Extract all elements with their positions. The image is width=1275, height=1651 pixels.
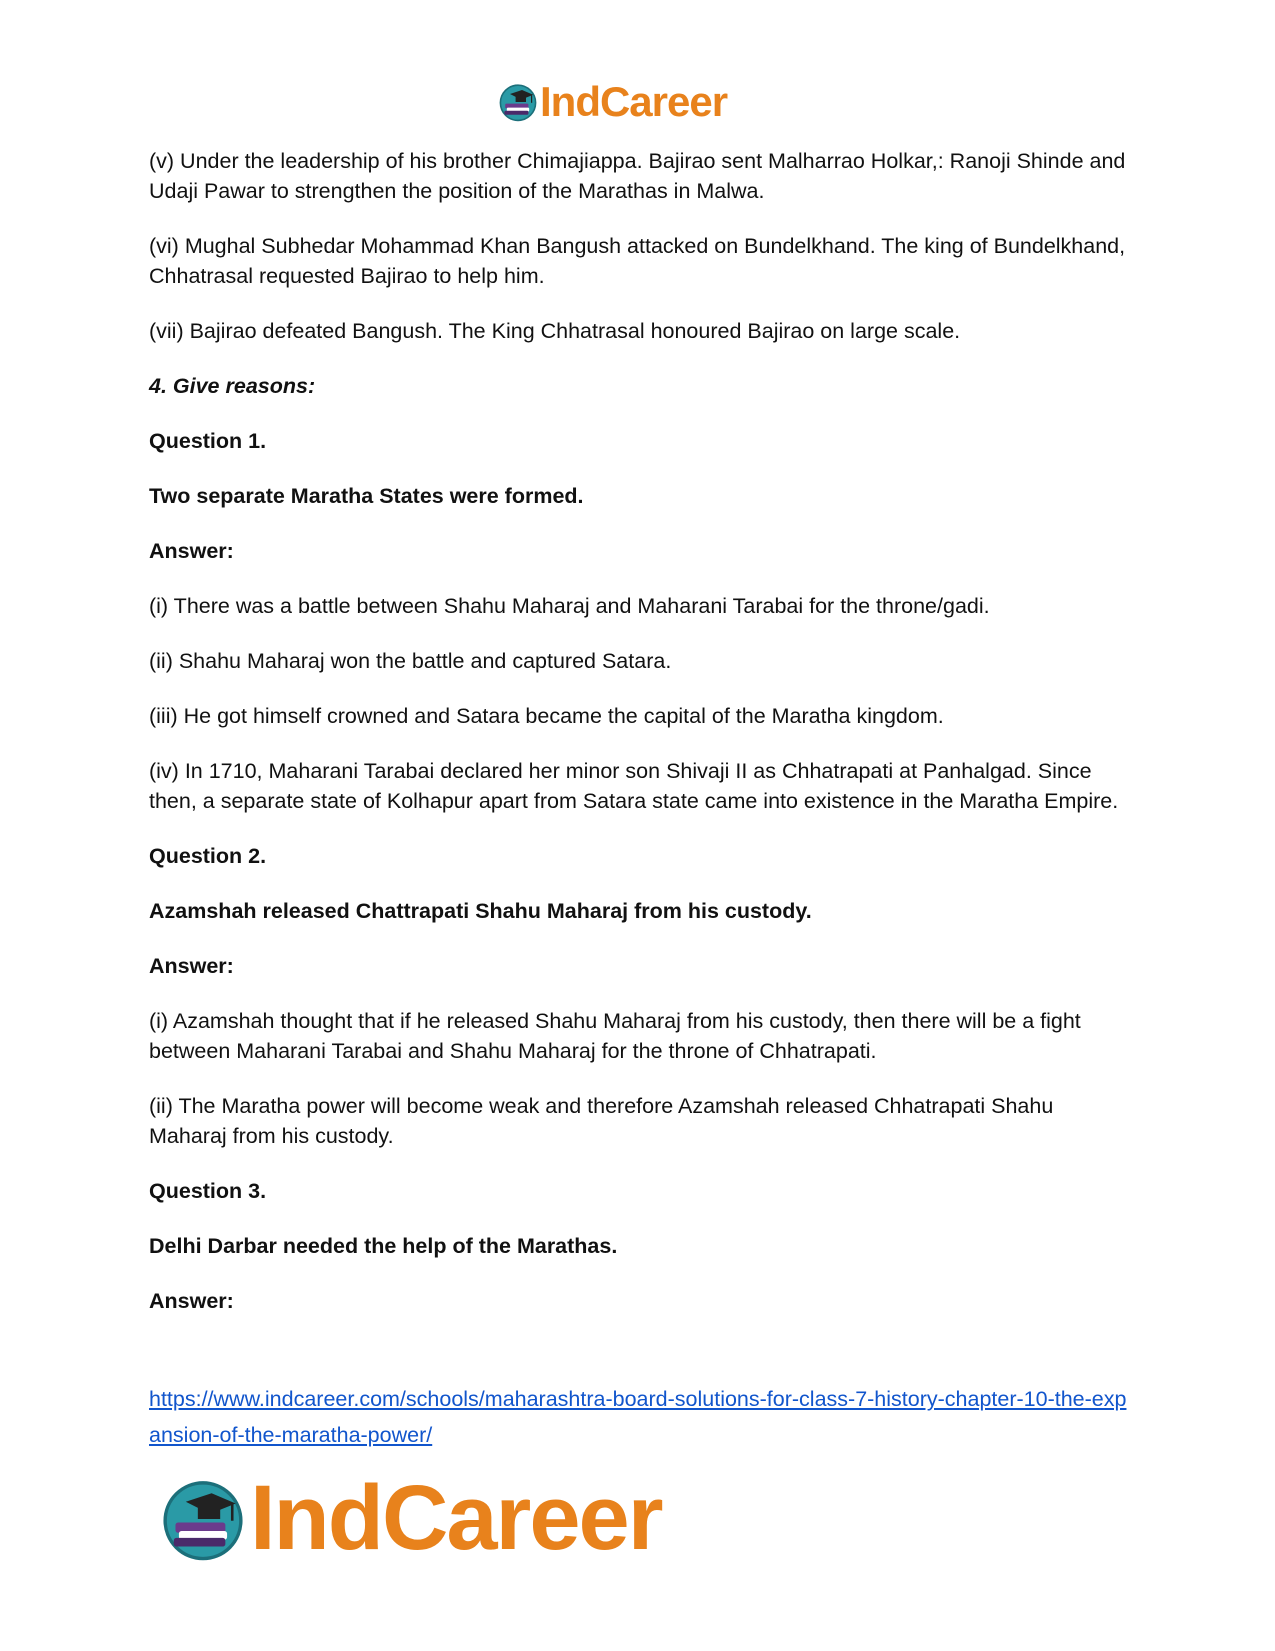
question-2-label: Question 2. (149, 844, 267, 868)
paragraph-vii: (vii) Bajirao defeated Bangush. The King Chhatrasal honoured Bajirao on large scale. (149, 319, 961, 343)
question-1-answer-i: (i) There was a battle between Shahu Maharaj and Maharani Tarabai for the throne/gadi. (149, 594, 990, 618)
graduation-book-icon (160, 1476, 246, 1562)
question-3-text: Delhi Darbar needed the help of the Marathas. (149, 1234, 618, 1258)
question-3-label: Question 3. (149, 1179, 267, 1203)
section-heading: 4. Give reasons: (149, 374, 316, 398)
question-1-answer-label: Answer: (149, 539, 234, 563)
question-2-answer-ii: (ii) The Maratha power will become weak and therefore Azamshah released Chhatrapati Shahu Maharaj from his custody. (149, 1094, 1054, 1148)
question-2-answer-label: Answer: (149, 954, 234, 978)
header-logo (498, 78, 727, 126)
source-url-link[interactable]: https://www.indcareer.com/schools/maharashtra-board-solutions-for-class-7-history-chapter-10-the-expansion-of-the-maratha-power/ (149, 1387, 1127, 1447)
question-3-answer-label: Answer: (149, 1289, 234, 1313)
footer-logo (160, 1466, 662, 1571)
document-body (149, 146, 1129, 1341)
question-1-label: Question 1. (149, 429, 267, 453)
question-2-answer-i: (i) Azamshah thought that if he released Shahu Maharaj from his custody, then there will be a fight between Maharani Tarabai and Shahu Maharaj for the throne of Chhatrapati. (149, 1009, 1081, 1063)
question-2-text: Azamshah released Chattrapati Shahu Maharaj from his custody. (149, 899, 812, 923)
question-1-answer-iii: (iii) He got himself crowned and Satara became the capital of the Maratha kingdom. (149, 704, 944, 728)
footer-logo-text: IndCareer (250, 1467, 662, 1569)
question-1-answer-iv: (iv) In 1710, Maharani Tarabai declared her minor son Shivaji II as Chhatrapati at Panhalgad. Since then, a separate state of Kolhapur apart from Satara state came into existence in the Maratha Empire. (149, 759, 1119, 813)
header-logo-text: IndCareer (540, 78, 728, 125)
question-1-answer-ii: (ii) Shahu Maharaj won the battle and captured Satara. (149, 649, 672, 673)
paragraph-vi: (vi) Mughal Subhedar Mohammad Khan Bangush attacked on Bundelkhand. The king of Bundelkhand, Chhatrasal requested Bajirao to help him. (149, 234, 1126, 288)
paragraph-v: (v) Under the leadership of his brother Chimajiappa. Bajirao sent Malharrao Holkar,: Ranoji Shinde and Udaji Pawar to strengthen the position of the Marathas in Malwa. (149, 149, 1126, 203)
question-1-text: Two separate Maratha States were formed. (149, 484, 584, 508)
graduation-book-icon (498, 82, 538, 122)
